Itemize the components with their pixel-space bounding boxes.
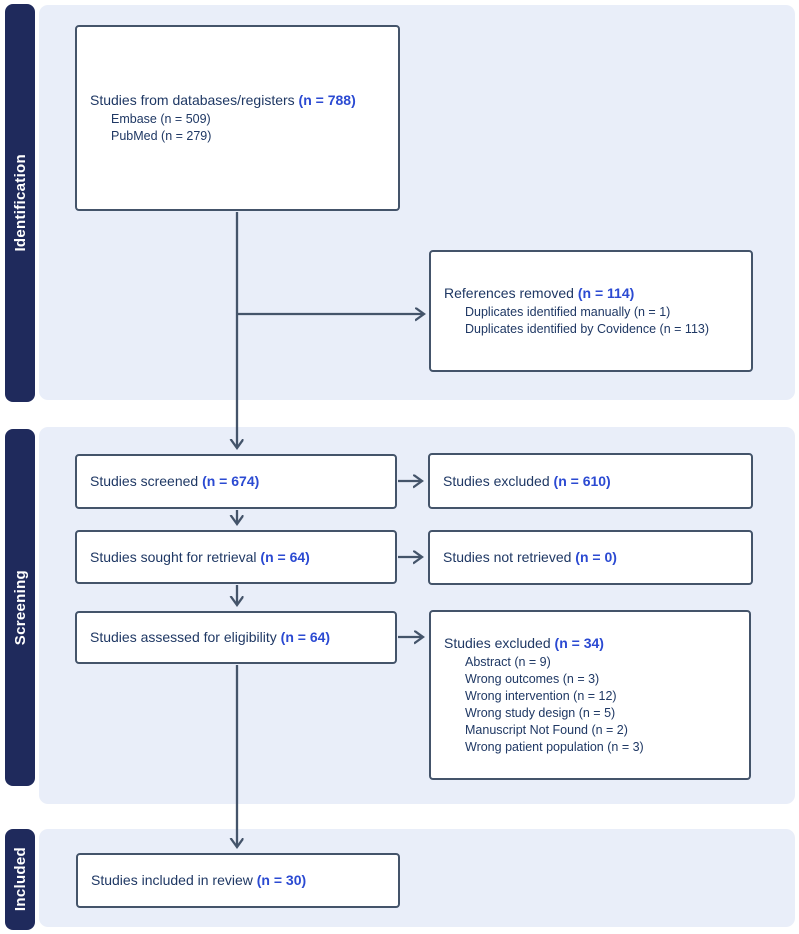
screening-stage-bar bbox=[5, 429, 35, 786]
box-studies-from-databases-items bbox=[90, 111, 388, 145]
box-studies-assessed bbox=[75, 611, 397, 664]
box-studies-excluded-screening-title bbox=[443, 472, 741, 491]
label-text: Studies included in review bbox=[91, 872, 253, 889]
box-references-removed-title bbox=[444, 284, 741, 303]
box-item: Duplicates identified by Covidence (n = 113) bbox=[465, 321, 710, 336]
box-studies-not-retrieved bbox=[428, 530, 753, 585]
box-studies-included bbox=[76, 853, 400, 908]
box-studies-excluded-eligibility-items bbox=[444, 654, 739, 756]
box-studies-from-databases-title bbox=[90, 91, 388, 110]
count-text: (n = 788) bbox=[298, 92, 356, 109]
count-text: (n = 610) bbox=[553, 472, 611, 489]
count-text: (n = 64) bbox=[280, 629, 331, 646]
box-item: Abstract (n = 9) bbox=[465, 654, 551, 669]
box-item: PubMed (n = 279) bbox=[111, 128, 212, 143]
box-item: Wrong patient population (n = 3) bbox=[465, 739, 644, 754]
box-references-removed-items bbox=[444, 304, 741, 338]
box-item: Wrong study design (n = 5) bbox=[465, 705, 616, 720]
identification-stage-bar bbox=[5, 4, 35, 402]
label-text: Studies sought for retrieval bbox=[90, 548, 257, 565]
identification-stage-label: Identification bbox=[11, 154, 29, 252]
box-studies-excluded-eligibility bbox=[429, 610, 751, 780]
count-text: (n = 34) bbox=[554, 635, 604, 652]
box-studies-assessed-title bbox=[90, 628, 385, 647]
box-item: Embase (n = 509) bbox=[111, 111, 211, 126]
label-text: Studies from databases/registers bbox=[90, 92, 295, 109]
box-studies-excluded-eligibility-title bbox=[444, 634, 739, 653]
box-studies-sought-title bbox=[90, 548, 385, 567]
screening-stage-label: Screening bbox=[11, 569, 29, 646]
box-studies-excluded-screening bbox=[428, 453, 753, 509]
label-text: Studies screened bbox=[90, 473, 199, 490]
box-studies-from-databases bbox=[75, 25, 400, 211]
box-item: Manuscript Not Found (n = 2) bbox=[465, 722, 628, 737]
label-text: References removed bbox=[444, 285, 574, 302]
count-text: (n = 30) bbox=[256, 872, 307, 889]
label-text: Studies assessed for eligibility bbox=[90, 629, 277, 646]
count-text: (n = 674) bbox=[202, 473, 260, 490]
label-text: Studies not retrieved bbox=[443, 549, 572, 566]
box-studies-sought bbox=[75, 530, 397, 584]
included-stage-bar bbox=[5, 829, 35, 930]
count-text: (n = 64) bbox=[260, 548, 310, 565]
box-studies-included-title bbox=[91, 871, 388, 890]
box-references-removed bbox=[429, 250, 753, 372]
box-item: Duplicates identified manually (n = 1) bbox=[465, 304, 671, 319]
included-stage-label: Included bbox=[11, 847, 29, 912]
count-text: (n = 114) bbox=[577, 285, 635, 302]
box-item: Wrong outcomes (n = 3) bbox=[465, 671, 600, 686]
label-text: Studies excluded bbox=[444, 635, 551, 652]
count-text: (n = 0) bbox=[575, 549, 617, 566]
box-item: Wrong intervention (n = 12) bbox=[465, 688, 617, 703]
box-studies-screened-title bbox=[90, 472, 385, 491]
label-text: Studies excluded bbox=[443, 472, 550, 489]
box-studies-screened bbox=[75, 454, 397, 509]
box-studies-not-retrieved-title bbox=[443, 548, 741, 567]
